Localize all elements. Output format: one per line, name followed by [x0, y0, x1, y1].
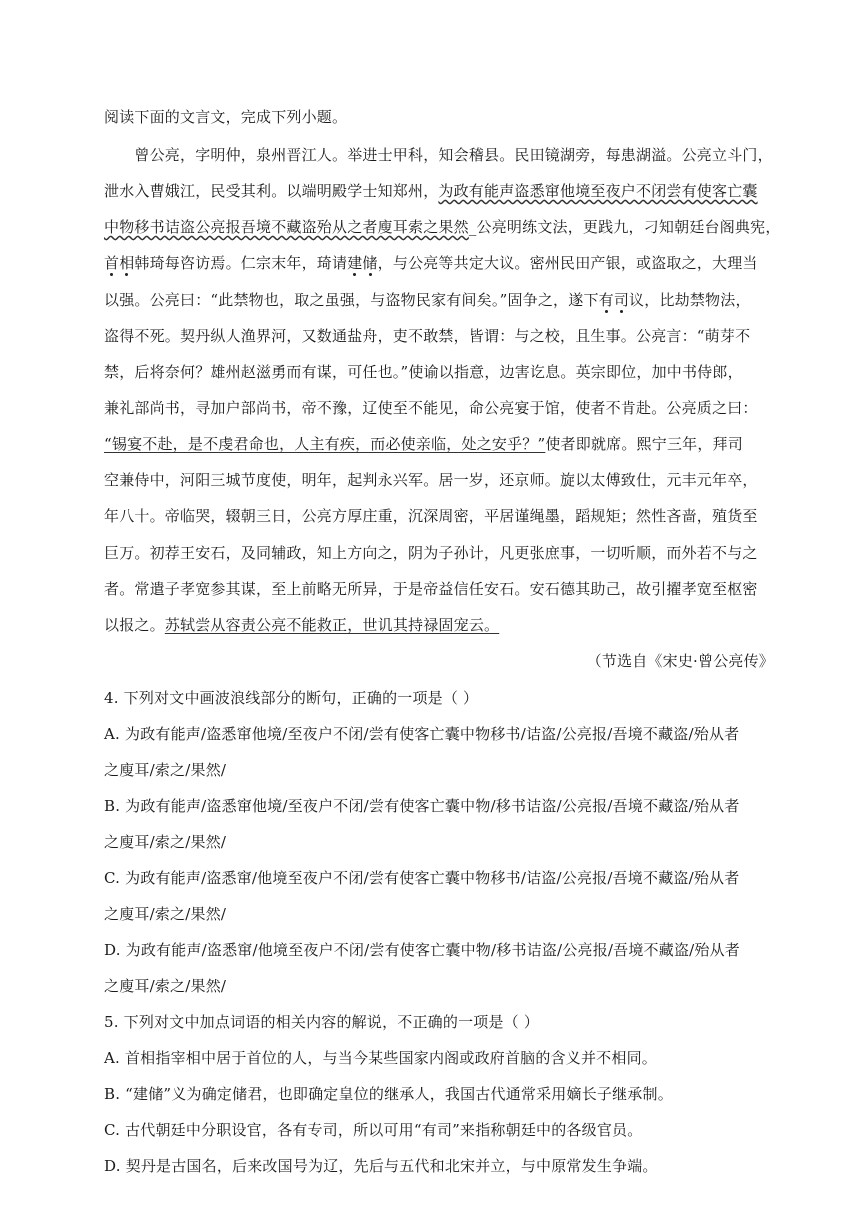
passage-line-14 [104, 615, 774, 635]
passage-line-2 [104, 181, 774, 201]
q4-option-a: A. 为政有能声/盗悉窜他境/至夜户不闭/尝有使客亡囊中物移书/诘盗/公亮报/吾境不藏盗/殆从者 [104, 725, 740, 743]
q5-option-a: A. 首相指宰相中居于首位的人，与当今某些国家内阁或政府首脑的含义并不相同。 [104, 1049, 657, 1067]
question-5-stem: 5. 下列对文中加点词语的相关内容的解说，不正确的一项是（ ） [104, 1013, 540, 1031]
passage-text: 泄水入曹娥江，民受其利。以端明殿学士知郑州， [104, 182, 439, 200]
passage-line-1: 曾公亮，字明仲，泉州晋江人。举进士甲科，知会稽县。民田镜湖旁，每患湖溢。公亮立斗门， [104, 146, 773, 164]
instruction: 阅读下面的文言文，完成下列小题。 [104, 108, 348, 126]
passage-line-6: 盗得不死。契丹纵人渔界河，又数通盐舟，吏不敢禁，皆谓：与之校，且生事。公亮言：“萌芽不 [104, 327, 751, 345]
passage-line-11: 年八十。帝临哭，辍朝三日，公亮方厚庄重，沉深周密，平居谨绳墨，蹈规矩；然性吝啬，殖货至 [104, 507, 758, 525]
question-4-stem: 4. 下列对文中画波浪线部分的断句，正确的一项是（ ） [104, 689, 479, 707]
passage-text: 使者即就席。熙宁三年，拜司 [545, 435, 743, 453]
passage-line-8: 兼礼部尚书，寻加户部尚书，帝不豫，辽使至不能见，命公亮宴于馆，使者不肯赴。公亮质之曰： [104, 399, 758, 417]
q4-option-c: C. 为政有能声/盗悉窜/他境至夜户不闭/尝有使客亡囊中物移书/诘盗/公亮报/吾境不藏盗/殆从者 [104, 869, 740, 887]
passage-line-4 [104, 253, 774, 273]
dotted-word-char: 建 [347, 254, 363, 272]
passage-line-7: 禁，后将奈何？雄州赵滋勇而有谋，可任也。”使谕以指意，边害讫息。英宗即位，加中书侍郎， [104, 363, 743, 381]
passage-text: _公亮明练文法，更践九，刁知朝廷台阁典宪， [468, 218, 781, 236]
passage-text: 以强。公亮曰：“此禁物也，取之虽强，与盗物民家有间矣。”固争之，遂下 [104, 291, 599, 309]
q4-option-b-cont: 之廋耳/索之/果然/ [104, 833, 227, 851]
dotted-word-char: 储 [362, 254, 378, 272]
passage-line-10: 空兼侍中，河阳三城节度使，明年，起判永兴军。居一岁，还京师。旋以太傅致仕，元丰元年卒， [104, 471, 758, 489]
passage-line-9 [104, 434, 774, 454]
wavy-underlined-text: 中物移书诘盗公亮报吾境不藏盗殆从之者廋耳索之果然 [104, 218, 469, 236]
passage-line-3 [104, 217, 781, 237]
dotted-word-char: 相 [119, 254, 135, 272]
underlined-sentence: “锡宴不赴，是不虔君命也，人主有疾，而必使亲临，处之安乎？” [104, 435, 546, 453]
passage-text: ，与公亮等共定大议。密州民田产银，或盗取之，大理当 [377, 254, 758, 272]
dotted-word-char: 司 [613, 291, 630, 309]
passage-text: 议，比劫禁物法， [629, 291, 751, 309]
q4-option-b: B. 为政有能声/盗悉窜他境/至夜户不闭/尝有使客亡囊中物/移书诘盗/公亮报/吾境不藏盗/殆从者 [104, 797, 740, 815]
wavy-underlined-text: 为政有能声盗悉窜他境至夜户不闭尝有使客亡囊 [438, 182, 758, 200]
underlined-sentence: 苏轼尝从容责公亮不能救正，世讥其持禄固宠云。 [164, 616, 500, 634]
passage-text: 韩琦每咨访焉。仁宗末年，琦请 [134, 254, 348, 272]
passage-line-13: 者。常遣子孝宽参其谋，至上前略无所异，于是帝益信任安石。安石德其助己，故引擢孝宽至枢密 [104, 580, 758, 598]
q4-option-a-cont: 之廋耳/索之/果然/ [104, 761, 227, 779]
dotted-word-char: 有 [598, 291, 614, 309]
q4-option-d: D. 为政有能声/盗悉窜/他境至夜户不闭/尝有使客亡囊中物/移书诘盗/公亮报/吾境不藏盗/殆从者 [104, 941, 741, 959]
q5-option-d: D. 契丹是古国名，后来改国号为辽，先后与五代和北宋并立，与中原常发生争端。 [104, 1157, 658, 1175]
passage-line-12: 巨万。初荐王安石，及同辅政，知上方向之，阴为子孙计，凡更张庶事，一切听顺，而外若不与之 [104, 544, 758, 562]
passage-source: （节选自《宋史·曾公亮传》 [586, 652, 774, 670]
passage-line-5 [104, 290, 774, 310]
q4-option-d-cont: 之廋耳/索之/果然/ [104, 977, 227, 995]
q4-option-c-cont: 之廋耳/索之/果然/ [104, 905, 227, 923]
dotted-word-char: 首 [104, 254, 120, 272]
passage-text: 以报之。 [104, 616, 165, 634]
q5-option-c: C. 古代朝廷中分职设官，各有专司，所以可用“有司”来指称朝廷中的各级官员。 [104, 1121, 643, 1139]
q5-option-b: B. “建储”义为确定储君，也即确定皇位的继承人，我国古代通常采用嫡长子继承制。 [104, 1085, 673, 1103]
